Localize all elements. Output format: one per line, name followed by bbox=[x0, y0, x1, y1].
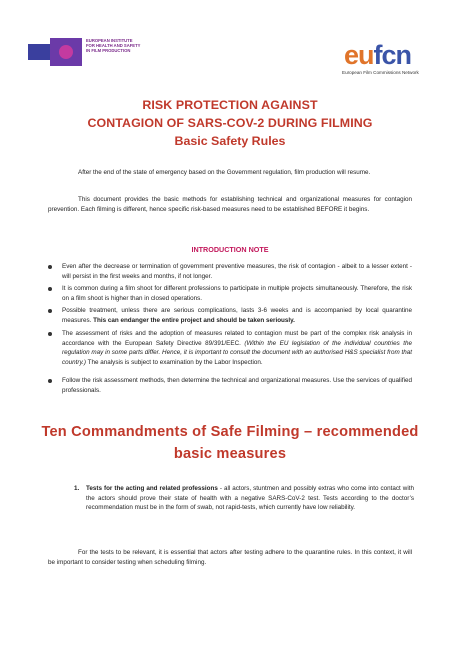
commandments-heading-line-2: basic measures bbox=[173, 446, 287, 462]
eufcn-logo bbox=[340, 40, 440, 80]
bullet-item bbox=[48, 329, 412, 367]
eufcn-wordmark bbox=[344, 40, 411, 71]
footer-paragraph bbox=[48, 548, 412, 567]
bullet-icon bbox=[48, 379, 52, 383]
item-number: 1. bbox=[74, 485, 80, 492]
item-text-plain: - all actors, stuntmen and possibly extras who come into contact with the actors should prove their state of health with a negative SARS-CoV-2 test. Tests according to the doctor’s recommendation must be in the form of swab, not rapid-tests, which currently have low reliability. bbox=[86, 485, 414, 512]
bullet-text: It is common during a film shoot for different professions to participate in multiple projects simultaneously. Therefore, the risk on a film shoot is higher than in closed operations. bbox=[62, 285, 412, 302]
intro-paragraph-2-text: This document provides the basic methods for establishing technical and organizational measures for contagion prevention. Each filming is different, hence specific risk-based measures need to be established BEFORE it begins. bbox=[48, 196, 412, 213]
eihsfp-logo bbox=[28, 36, 141, 66]
bullet-text-plain: The assessment of risks and the adoption of measures related to contagion must be part of the complex risk analysis in accordance with the European Safety Directive 89/391/EEC. bbox=[62, 330, 412, 347]
intro-paragraph-1 bbox=[48, 168, 412, 178]
bullet-text bbox=[62, 306, 412, 325]
footer-paragraph-text: For the tests to be relevant, it is essential that actors after testing adhere to the quarantine rules. In this context, it will be important to consider testing when scheduling filming. bbox=[48, 549, 412, 566]
bullet-text-bold: This can endanger the entire project and should be taken seriously. bbox=[93, 316, 295, 324]
subtitle: Basic Safety Rules bbox=[174, 134, 286, 148]
numbered-item bbox=[74, 484, 414, 513]
bullet-item bbox=[48, 376, 412, 395]
bullet-text-tail: The analysis is subject to examination by the Labor Inspection. bbox=[86, 358, 263, 366]
bullet-item bbox=[48, 284, 412, 303]
bullet-text-plain: Possible treatment, unless there are serious complications, lasts 3-6 weeks and is accompanied by local quarantine measures. bbox=[62, 307, 412, 324]
logo-mark-icon bbox=[50, 38, 82, 66]
intro-paragraph-2 bbox=[48, 195, 412, 214]
item-text-bold: Tests for the acting and related professions bbox=[86, 485, 218, 492]
intro-paragraph-1-text: After the end of the state of emergency based on the Government regulation, film production will resume. bbox=[78, 169, 371, 176]
bullet-text: Even after the decrease or termination of government preventive measures, the risk of contagion - albeit to a lesser extent - will persist in the first weeks and months, if not longer. bbox=[62, 263, 412, 280]
commandments-heading-line-1: Ten Commandments of Safe Filming – recommended bbox=[41, 424, 419, 440]
bullet-text bbox=[62, 329, 412, 367]
bullet-icon bbox=[48, 287, 52, 291]
eufcn-e: e bbox=[344, 40, 359, 70]
eufcn-u: u bbox=[358, 40, 374, 70]
eufcn-tagline: European Film Commissions Network bbox=[342, 70, 419, 75]
title-line-1: RISK PROTECTION AGAINST bbox=[142, 98, 318, 112]
title-line-2: CONTAGION OF SARS-COV-2 DURING FILMING bbox=[87, 116, 373, 130]
logo-text: EUROPEAN INSTITUTE FOR HEALTH AND SAFETY IN FILM PRODUCTION bbox=[86, 38, 141, 54]
bullet-icon bbox=[48, 332, 52, 336]
bullet-text-italic: (Within the EU legislation of the individual countries the regulation may in some parts differ. Hence, it is important to consult the document with an authorised H&S specialist from that country.) bbox=[62, 339, 412, 366]
item-text bbox=[86, 484, 414, 513]
introduction-note-heading: INTRODUCTION NOTE bbox=[191, 245, 269, 254]
bullet-icon bbox=[48, 309, 52, 313]
eufcn-fcn: fcn bbox=[373, 40, 412, 70]
bullet-icon bbox=[48, 265, 52, 269]
bullet-text: Follow the risk assessment methods, then determine the technical and organizational measures. Use the services of qualified professionals. bbox=[62, 377, 412, 394]
bullet-item bbox=[48, 262, 412, 281]
bullet-item bbox=[48, 306, 412, 325]
